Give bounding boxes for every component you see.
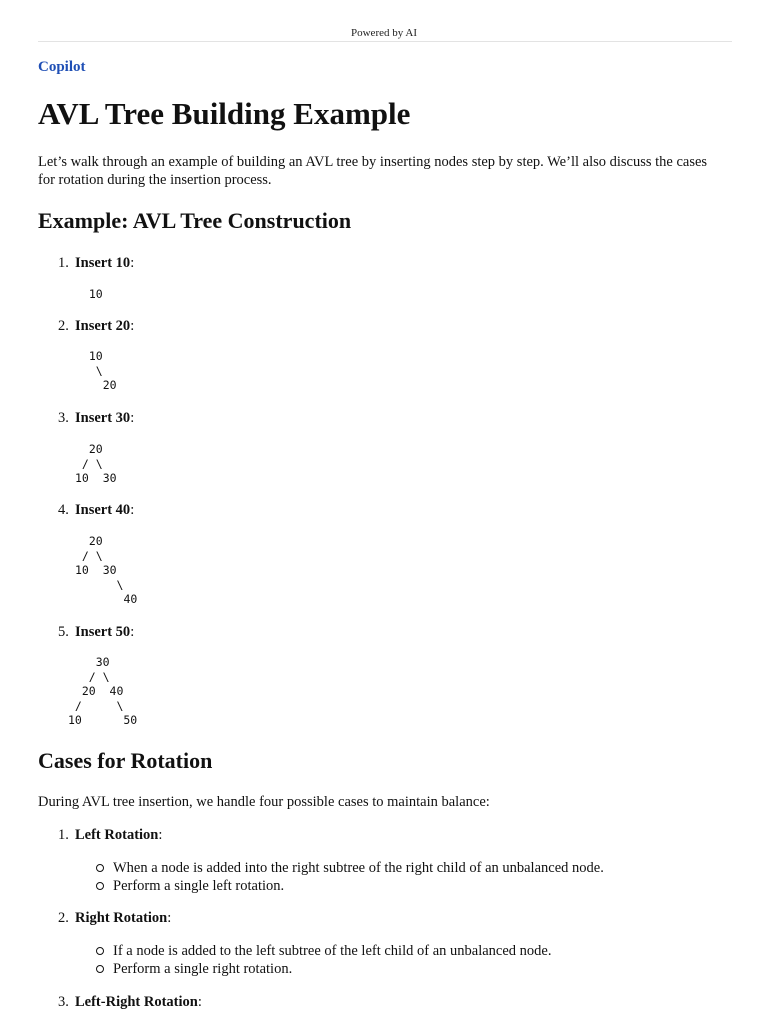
intro-paragraph: Let’s walk through an example of building an AVL tree by inserting nodes step by step. We’ll also discuss the cases for rotation during the insertion process. [38,154,708,188]
tree-diagram-step-5: 30 / \ 20 40 / \ 10 50 [68,655,138,728]
step-number: 3. [58,410,69,426]
case-label: Left Rotation: [75,827,163,843]
step-number: 4. [58,502,69,518]
bullet-circle-icon [96,947,104,955]
step-label: Insert 40: [75,502,135,518]
case-label: Left-Right Rotation: [75,994,202,1010]
step-number: 1. [58,255,69,271]
case-number: 2. [58,910,69,926]
case-number: 3. [58,994,69,1010]
header-divider [38,41,732,42]
step-number: 5. [58,624,69,640]
rotation-intro: During AVL tree insertion, we handle four possible cases to maintain balance: [38,794,490,810]
example-heading: Example: AVL Tree Construction [38,208,352,233]
tree-diagram-step-2: 10 \ 20 [88,349,117,393]
powered-by-label: Powered by AI [351,27,417,39]
step-label: Insert 10: [75,255,135,271]
tree-diagram-step-3: 20 / \ 10 30 [75,442,117,486]
bullet-circle-icon [96,864,104,872]
tree-diagram-step-1: 10 [75,287,103,301]
case-number: 1. [58,827,69,843]
bullet-circle-icon [96,882,104,890]
rotation-heading: Cases for Rotation [38,748,213,773]
step-label: Insert 20: [75,318,135,334]
page-title: AVL Tree Building Example [38,96,411,131]
tree-diagram-step-4: 20 / \ 10 30 \ 40 [75,534,138,607]
step-label: Insert 30: [75,410,135,426]
page: Powered by AI Copilot AVL Tree Building Example Let’s walk through an example of building an AVL tree by inserting nodes step by step. We’ll also discuss the cases for rotation during the insertion process. Example: AVL Tree Construction 1. Insert 10: 10 2. Insert 20: 10 \ 20 3. Insert 30: 20 / \ 10 30 4. Insert 40: 20 / \ 10 30 \ 40 5. Insert 50: 30 / \ 20 40 / \ 10 50 Cases for Rotation During AVL tree insertion, we handle four possible cases to maintain balance: 1. Left Rotation: When a node is added into the right subtree of the right child of an unbalanced node. Perform a single left rotation. 2. Right Rotation: If a node is added to the left subtree of the left child of an unbalanced node. Perform a single right rotation. 3. Left-Right Rotation: [0,0,768,1024]
bullet-circle-icon [96,965,104,973]
copilot-link[interactable]: Copilot [38,59,86,75]
step-label: Insert 50: [75,624,135,640]
case-label: Right Rotation: [75,910,172,926]
step-number: 2. [58,318,69,334]
